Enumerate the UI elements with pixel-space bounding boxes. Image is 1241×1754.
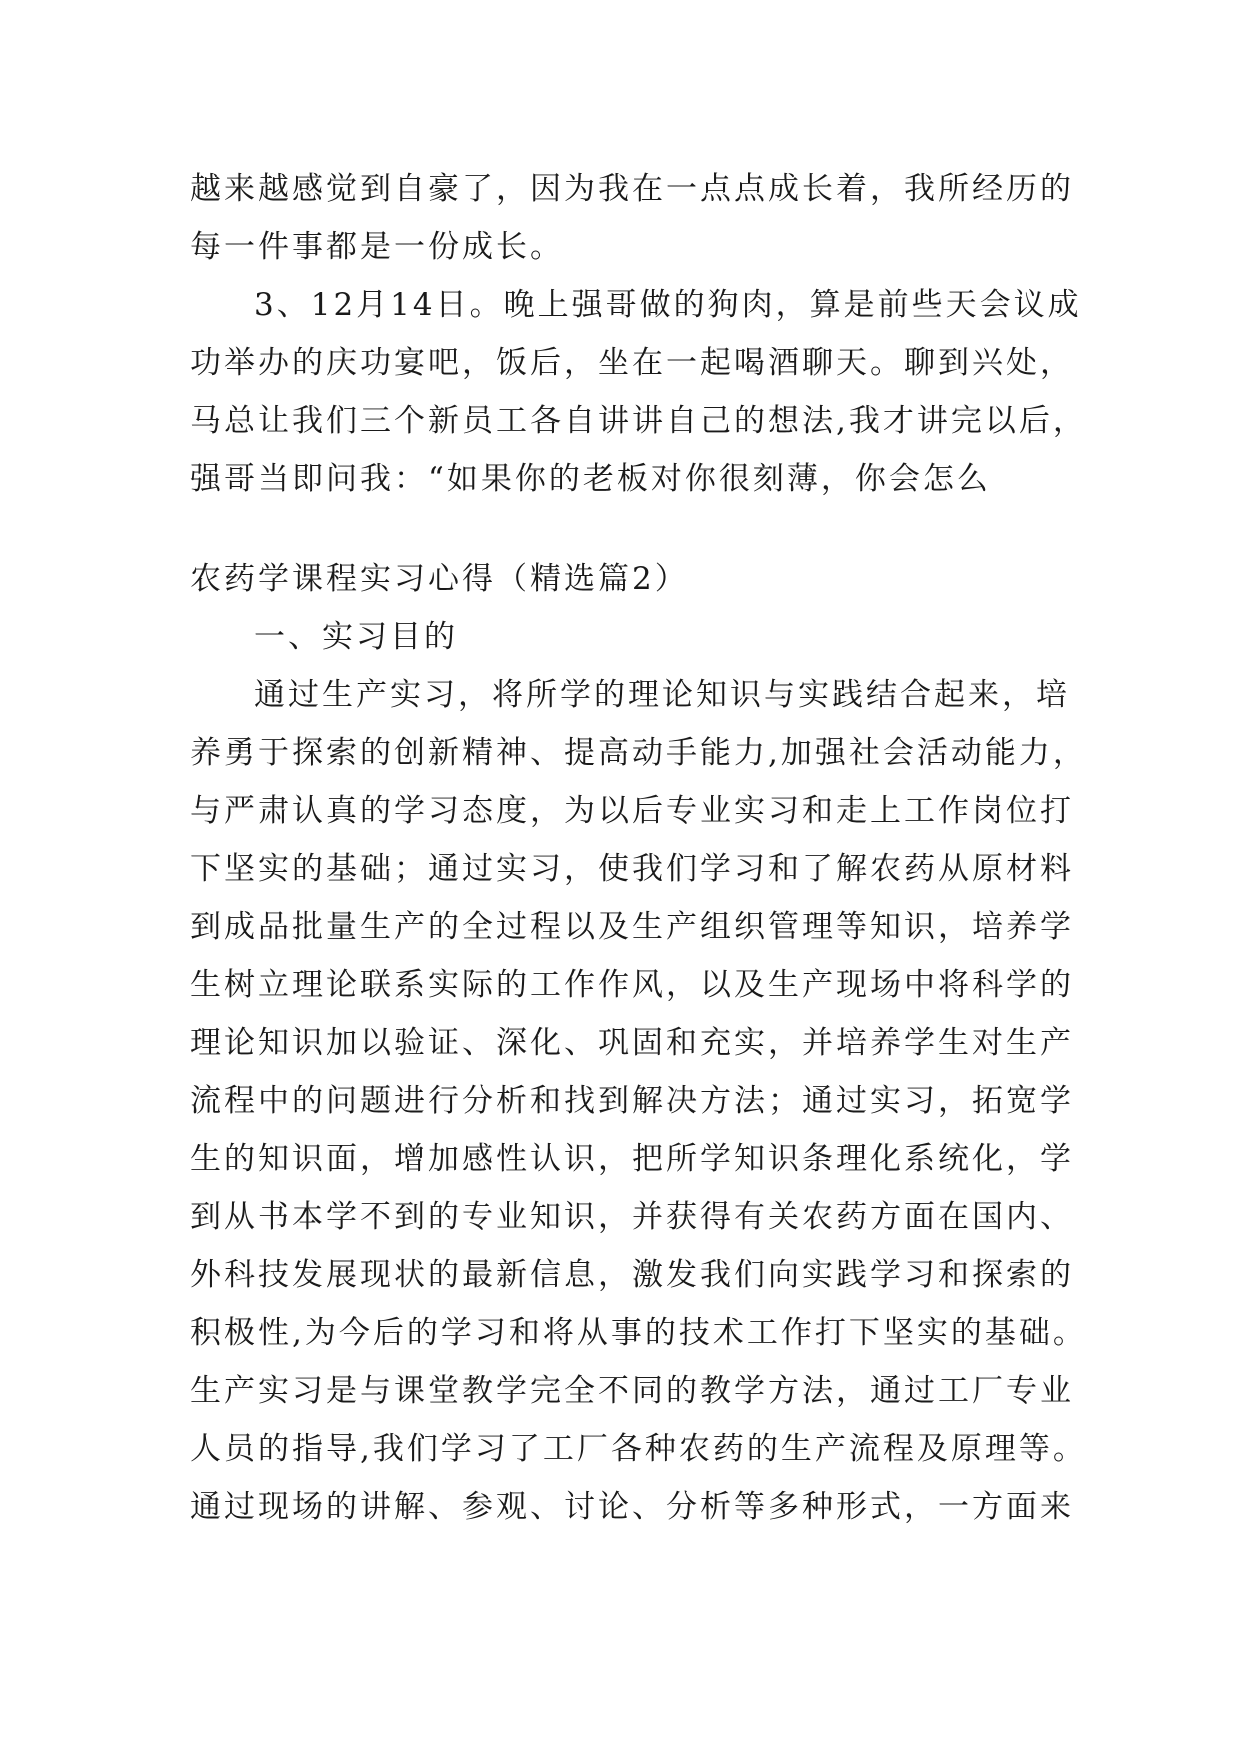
paragraph-line: 下坚实的基础；通过实习，使我们学习和了解农药从原材料 <box>190 851 1074 887</box>
paragraph-line: 功举办的庆功宴吧，饭后，坐在一起喝酒聊天。聊到兴处， <box>190 345 1074 381</box>
paragraph-line: 每一件事都是一份成长。 <box>190 229 564 265</box>
paragraph-line: 理论知识加以验证、深化、巩固和充实，并培养学生对生产 <box>190 1025 1074 1061</box>
paragraph-line: 流程中的问题进行分析和找到解决方法；通过实习，拓宽学 <box>190 1083 1074 1119</box>
paragraph-line: 生树立理论联系实际的工作作风，以及生产现场中将科学的 <box>190 967 1074 1003</box>
paragraph-line: 到从书本学不到的专业知识，并获得有关农药方面在国内、 <box>190 1199 1074 1235</box>
paragraph-line: 通过生产实习，将所学的理论知识与实践结合起来，培 <box>254 677 1070 713</box>
paragraph-line: 到成品批量生产的全过程以及生产组织管理等知识，培养学 <box>190 909 1074 945</box>
paragraph-line: 生产实习是与课堂教学完全不同的教学方法，通过工厂专业 <box>190 1373 1074 1409</box>
paragraph-line: 养勇于探索的创新精神、提高动手能力,加强社会活动能力， <box>190 735 1087 771</box>
paragraph-line: 强哥当即问我：“如果你的老板对你很刻薄，你会怎么 <box>190 461 991 497</box>
paragraph-line: 人员的指导,我们学习了工厂各种农药的生产流程及原理等。 <box>190 1431 1087 1467</box>
section-title: 农药学课程实习心得（精选篇2） <box>190 561 689 597</box>
section-subheading: 一、实习目的 <box>254 619 458 655</box>
paragraph-line: 生的知识面，增加感性认识，把所学知识条理化系统化，学 <box>190 1141 1074 1177</box>
paragraph-line: 马总让我们三个新员工各自讲讲自己的想法,我才讲完以后， <box>190 403 1087 439</box>
paragraph-line: 通过现场的讲解、参观、讨论、分析等多种形式，一方面来 <box>190 1489 1074 1525</box>
paragraph-line: 越来越感觉到自豪了，因为我在一点点成长着，我所经历的 <box>190 171 1074 207</box>
paragraph-line: 积极性,为今后的学习和将从事的技术工作打下坚实的基础。 <box>190 1315 1087 1351</box>
document-body <box>190 160 1087 1536</box>
paragraph-line: 3、12月14日。晚上强哥做的狗肉，算是前些天会议成 <box>254 287 1082 323</box>
paragraph-line: 与严肃认真的学习态度，为以后专业实习和走上工作岗位打 <box>190 793 1074 829</box>
section-gap <box>190 508 1056 550</box>
paragraph-line: 外科技发展现状的最新信息，激发我们向实践学习和探索的 <box>190 1257 1074 1293</box>
